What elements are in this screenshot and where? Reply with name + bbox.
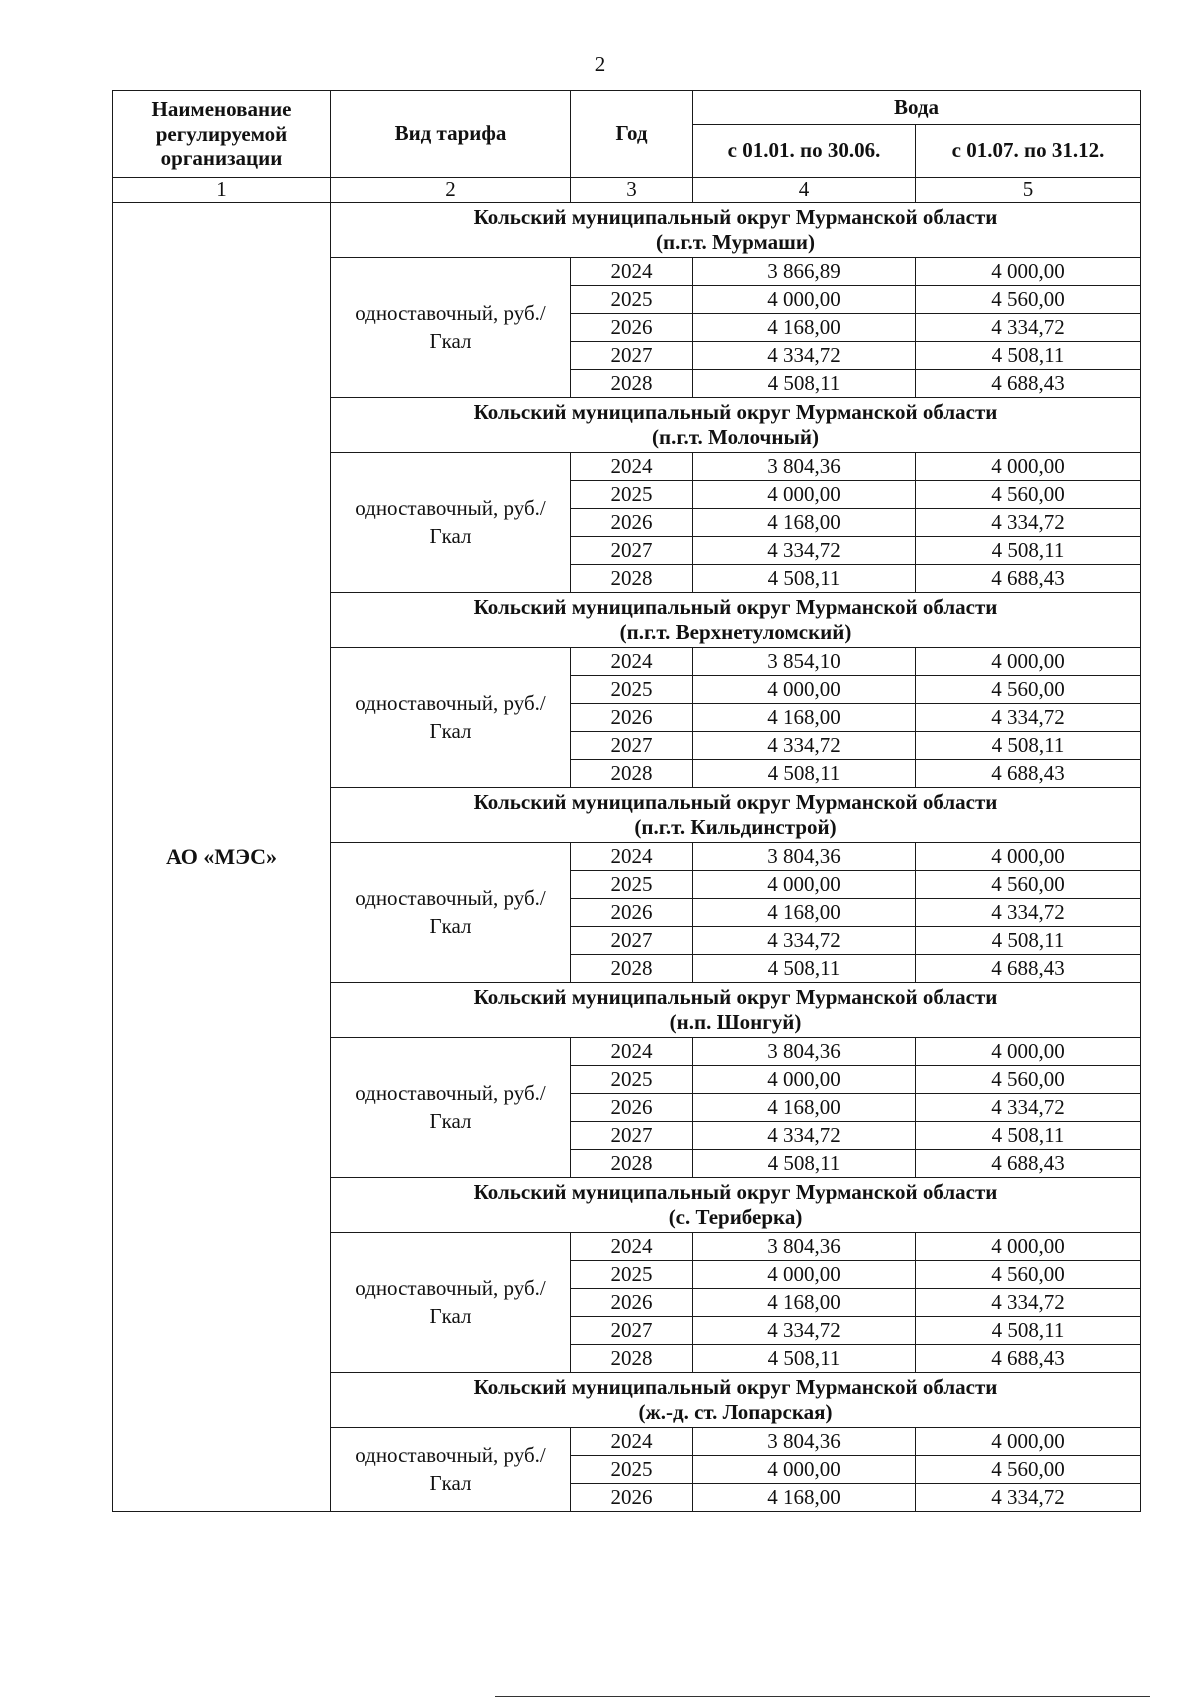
region-name: Кольский муниципальный округ Мурманской области xyxy=(473,399,998,424)
region-heading xyxy=(331,1373,1141,1428)
tariff-period-1-cell: 4 000,00 xyxy=(693,871,916,899)
tariff-period-2-cell: 4 688,43 xyxy=(916,1150,1141,1178)
tariff-period-1-cell: 4 334,72 xyxy=(693,1122,916,1150)
tariff-period-2-cell: 4 688,43 xyxy=(916,760,1141,788)
year-cell: 2027 xyxy=(571,732,693,760)
tariff-period-2-cell: 4 000,00 xyxy=(916,258,1141,286)
year-cell: 2025 xyxy=(571,286,693,314)
tariff-period-2-cell: 4 334,72 xyxy=(916,1289,1141,1317)
tariff-period-2-cell: 4 688,43 xyxy=(916,955,1141,983)
year-cell: 2027 xyxy=(571,537,693,565)
tariff-period-2-cell: 4 508,11 xyxy=(916,732,1141,760)
region-heading xyxy=(331,593,1141,648)
region-heading xyxy=(331,983,1141,1038)
tariff-period-2-cell: 4 334,72 xyxy=(916,899,1141,927)
tariff-period-2-cell: 4 560,00 xyxy=(916,481,1141,509)
region-name: Кольский муниципальный округ Мурманской области xyxy=(473,789,998,814)
tariff-period-1-cell: 4 508,11 xyxy=(693,955,916,983)
tariff-period-2-cell: 4 560,00 xyxy=(916,286,1141,314)
column-number: 2 xyxy=(331,178,571,203)
year-cell: 2026 xyxy=(571,1484,693,1512)
year-cell: 2024 xyxy=(571,453,693,481)
header-year: Год xyxy=(571,91,693,178)
tariff-period-2-cell: 4 688,43 xyxy=(916,370,1141,398)
region-name: Кольский муниципальный округ Мурманской области xyxy=(473,1374,998,1399)
tariff-period-2-cell: 4 508,11 xyxy=(916,927,1141,955)
tariff-period-1-cell: 4 000,00 xyxy=(693,676,916,704)
header-tariff-type: Вид тарифа xyxy=(331,91,571,178)
page-number: 2 xyxy=(594,52,606,76)
header-period-2: с 01.07. по 31.12. xyxy=(916,125,1141,178)
tariff-type-cell: одноставочный, руб./Гкал xyxy=(331,1233,571,1373)
year-cell: 2028 xyxy=(571,370,693,398)
tariff-period-1-cell: 3 866,89 xyxy=(693,258,916,286)
tariff-period-2-cell: 4 560,00 xyxy=(916,871,1141,899)
region-heading xyxy=(331,788,1141,843)
column-number: 1 xyxy=(113,178,331,203)
tariff-period-2-cell: 4 000,00 xyxy=(916,648,1141,676)
tariff-period-1-cell: 4 168,00 xyxy=(693,899,916,927)
tariff-period-2-cell: 4 334,72 xyxy=(916,314,1141,342)
tariff-period-1-cell: 4 334,72 xyxy=(693,732,916,760)
tariff-period-1-cell: 4 168,00 xyxy=(693,314,916,342)
tariff-period-2-cell: 4 334,72 xyxy=(916,1484,1141,1512)
year-cell: 2026 xyxy=(571,314,693,342)
tariff-period-1-cell: 3 854,10 xyxy=(693,648,916,676)
header-org: Наименование регулируемой организации xyxy=(113,91,331,178)
tariff-type-cell: одноставочный, руб./Гкал xyxy=(331,843,571,983)
year-cell: 2027 xyxy=(571,1122,693,1150)
tariff-period-2-cell: 4 000,00 xyxy=(916,1038,1141,1066)
tariff-period-1-cell: 4 168,00 xyxy=(693,704,916,732)
region-name: Кольский муниципальный округ Мурманской области xyxy=(473,1179,998,1204)
tariff-period-2-cell: 4 508,11 xyxy=(916,537,1141,565)
year-cell: 2025 xyxy=(571,871,693,899)
tariff-period-2-cell: 4 000,00 xyxy=(916,843,1141,871)
year-cell: 2026 xyxy=(571,1289,693,1317)
tariff-period-1-cell: 4 508,11 xyxy=(693,370,916,398)
locality-name: (н.п. Шонгуй) xyxy=(669,1010,802,1034)
year-cell: 2027 xyxy=(571,342,693,370)
year-cell: 2024 xyxy=(571,843,693,871)
tariff-period-2-cell: 4 000,00 xyxy=(916,453,1141,481)
region-name: Кольский муниципальный округ Мурманской области xyxy=(473,594,998,619)
year-cell: 2028 xyxy=(571,1150,693,1178)
year-cell: 2028 xyxy=(571,955,693,983)
tariff-period-2-cell: 4 508,11 xyxy=(916,1317,1141,1345)
header-row-top xyxy=(113,91,1141,125)
tariff-period-2-cell: 4 688,43 xyxy=(916,1345,1141,1373)
year-cell: 2028 xyxy=(571,1345,693,1373)
tariff-type-cell: одноставочный, руб./Гкал xyxy=(331,1038,571,1178)
year-cell: 2025 xyxy=(571,481,693,509)
tariff-period-1-cell: 4 168,00 xyxy=(693,509,916,537)
year-cell: 2025 xyxy=(571,1066,693,1094)
tariff-period-2-cell: 4 334,72 xyxy=(916,704,1141,732)
year-cell: 2028 xyxy=(571,760,693,788)
tariff-period-1-cell: 4 334,72 xyxy=(693,1317,916,1345)
locality-name: (п.г.т. Верхнетуломский) xyxy=(619,620,852,644)
tariff-table xyxy=(112,90,1141,1512)
tariff-type-cell: одноставочный, руб./Гкал xyxy=(331,648,571,788)
tariff-period-1-cell: 4 000,00 xyxy=(693,286,916,314)
tariff-period-1-cell: 4 168,00 xyxy=(693,1484,916,1512)
tariff-period-1-cell: 3 804,36 xyxy=(693,1428,916,1456)
region-heading xyxy=(331,398,1141,453)
tariff-period-1-cell: 4 508,11 xyxy=(693,1150,916,1178)
tariff-period-1-cell: 3 804,36 xyxy=(693,1038,916,1066)
tariff-type-cell: одноставочный, руб./Гкал xyxy=(331,258,571,398)
region-name: Кольский муниципальный округ Мурманской области xyxy=(473,984,998,1009)
year-cell: 2024 xyxy=(571,1428,693,1456)
tariff-period-2-cell: 4 000,00 xyxy=(916,1233,1141,1261)
year-cell: 2025 xyxy=(571,676,693,704)
region-heading xyxy=(331,203,1141,258)
column-number: 5 xyxy=(916,178,1141,203)
organization-name: АО «МЭС» xyxy=(113,203,331,1512)
tariff-period-2-cell: 4 688,43 xyxy=(916,565,1141,593)
year-cell: 2024 xyxy=(571,648,693,676)
tariff-period-2-cell: 4 000,00 xyxy=(916,1428,1141,1456)
year-cell: 2026 xyxy=(571,1094,693,1122)
region-name: Кольский муниципальный округ Мурманской области xyxy=(473,204,998,229)
tariff-period-1-cell: 4 508,11 xyxy=(693,565,916,593)
tariff-type-cell: одноставочный, руб./Гкал xyxy=(331,453,571,593)
region-row xyxy=(113,203,1141,258)
year-cell: 2024 xyxy=(571,1233,693,1261)
tariff-period-1-cell: 4 000,00 xyxy=(693,1456,916,1484)
tariff-period-2-cell: 4 508,11 xyxy=(916,342,1141,370)
tariff-period-2-cell: 4 560,00 xyxy=(916,1066,1141,1094)
tariff-period-2-cell: 4 560,00 xyxy=(916,1261,1141,1289)
tariff-period-1-cell: 4 508,11 xyxy=(693,760,916,788)
tariff-period-2-cell: 4 508,11 xyxy=(916,1122,1141,1150)
year-cell: 2027 xyxy=(571,1317,693,1345)
tariff-period-2-cell: 4 334,72 xyxy=(916,509,1141,537)
header-water: Вода xyxy=(693,91,1141,125)
locality-name: (п.г.т. Кильдинстрой) xyxy=(634,815,837,839)
tariff-type-cell: одноставочный, руб./Гкал xyxy=(331,1428,571,1512)
tariff-period-1-cell: 3 804,36 xyxy=(693,453,916,481)
year-cell: 2024 xyxy=(571,1038,693,1066)
tariff-period-1-cell: 4 000,00 xyxy=(693,481,916,509)
tariff-period-1-cell: 4 334,72 xyxy=(693,927,916,955)
tariff-period-1-cell: 4 168,00 xyxy=(693,1094,916,1122)
tariff-period-1-cell: 4 000,00 xyxy=(693,1066,916,1094)
tariff-period-2-cell: 4 334,72 xyxy=(916,1094,1141,1122)
header-period-1: с 01.01. по 30.06. xyxy=(693,125,916,178)
tariff-period-1-cell: 3 804,36 xyxy=(693,1233,916,1261)
tariff-period-1-cell: 4 508,11 xyxy=(693,1345,916,1373)
region-heading xyxy=(331,1178,1141,1233)
year-cell: 2026 xyxy=(571,509,693,537)
tariff-period-1-cell: 4 168,00 xyxy=(693,1289,916,1317)
tariff-period-2-cell: 4 560,00 xyxy=(916,676,1141,704)
year-cell: 2025 xyxy=(571,1261,693,1289)
year-cell: 2027 xyxy=(571,927,693,955)
bottom-rule xyxy=(495,1696,1150,1697)
tariff-period-1-cell: 3 804,36 xyxy=(693,843,916,871)
year-cell: 2026 xyxy=(571,899,693,927)
year-cell: 2025 xyxy=(571,1456,693,1484)
tariff-period-1-cell: 4 000,00 xyxy=(693,1261,916,1289)
locality-name: (ж.-д. ст. Лопарская) xyxy=(638,1400,833,1424)
column-number: 3 xyxy=(571,178,693,203)
column-number: 4 xyxy=(693,178,916,203)
locality-name: (п.г.т. Молочный) xyxy=(652,425,819,449)
tariff-period-2-cell: 4 560,00 xyxy=(916,1456,1141,1484)
locality-name: (с. Териберка) xyxy=(668,1205,803,1229)
column-number-row xyxy=(113,178,1141,203)
year-cell: 2024 xyxy=(571,258,693,286)
tariff-period-1-cell: 4 334,72 xyxy=(693,537,916,565)
tariff-period-1-cell: 4 334,72 xyxy=(693,342,916,370)
locality-name: (п.г.т. Мурмаши) xyxy=(656,230,815,254)
year-cell: 2026 xyxy=(571,704,693,732)
year-cell: 2028 xyxy=(571,565,693,593)
